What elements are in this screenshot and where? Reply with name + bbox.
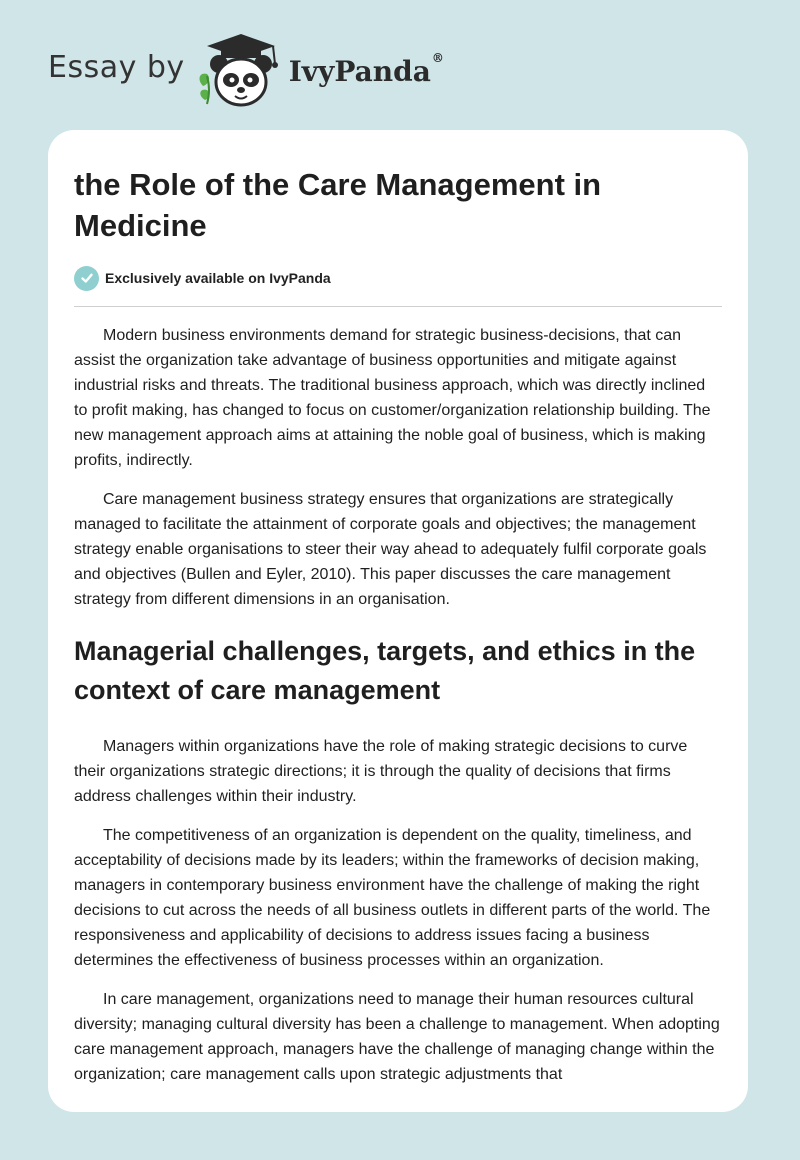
- brand-text: IvyPanda: [288, 54, 431, 88]
- ivypanda-logo-icon[interactable]: [195, 30, 287, 110]
- brand-name[interactable]: [288, 50, 444, 88]
- exclusive-label: Exclusively available on IvyPanda: [105, 270, 331, 286]
- paragraph: Modern business environments demand for strategic business-decisions, that can assist the organization take advantage of business opportunities and mitigate against industrial risks and threats. The traditional business approach, which was directly inclined to profit making, has changed to focus on customer/organization relationship building. The new management approach aims at attaining the noble goal of business, which is making profits, indirectly.: [74, 327, 711, 469]
- essay-by-label: Essay by: [48, 49, 185, 85]
- paragraph: In care management, organizations need to manage their human resources cultural diversity; managing cultural diversity has been a challenge to management. When adopting care management approach, managers have the challenge of managing change within the organization; care management calls upon strategic adjustments that: [74, 991, 720, 1083]
- site-header: [48, 30, 444, 110]
- paragraph: The competitiveness of an organization is dependent on the quality, timeliness, and acceptability of decisions made by its leaders; within the frameworks of decision making, managers in contemporary business environment have the challenge of making the right decisions to cut across the needs of all business outlets in different parts of the world. The responsiveness and applicability of decisions to address issues facing a business determines the effectiveness of business processes within an organization.: [74, 827, 711, 969]
- page-title: the Role of the Care Management in Medicine: [74, 167, 602, 243]
- divider: [74, 306, 722, 307]
- check-icon: [74, 266, 99, 291]
- essay-card: [48, 130, 748, 1112]
- exclusive-badge: [74, 264, 722, 292]
- registered-mark: ®: [431, 50, 444, 65]
- paragraph: Care management business strategy ensures that organizations are strategically managed to facilitate the attainment of corporate goals and objectives; the management strategy enable organisations to steer their way ahead to adequately fulfil corporate goals and objectives (Bullen and Eyler, 2010). This paper discusses the care management strategy from different dimensions in an organisation.: [74, 491, 707, 608]
- paragraph: Managers within organizations have the role of making strategic decisions to curve their organizations strategic directions; it is through the quality of decisions that firms address challenges within their industry.: [74, 738, 688, 805]
- section-heading: Managerial challenges, targets, and ethics in the context of care management: [74, 636, 696, 705]
